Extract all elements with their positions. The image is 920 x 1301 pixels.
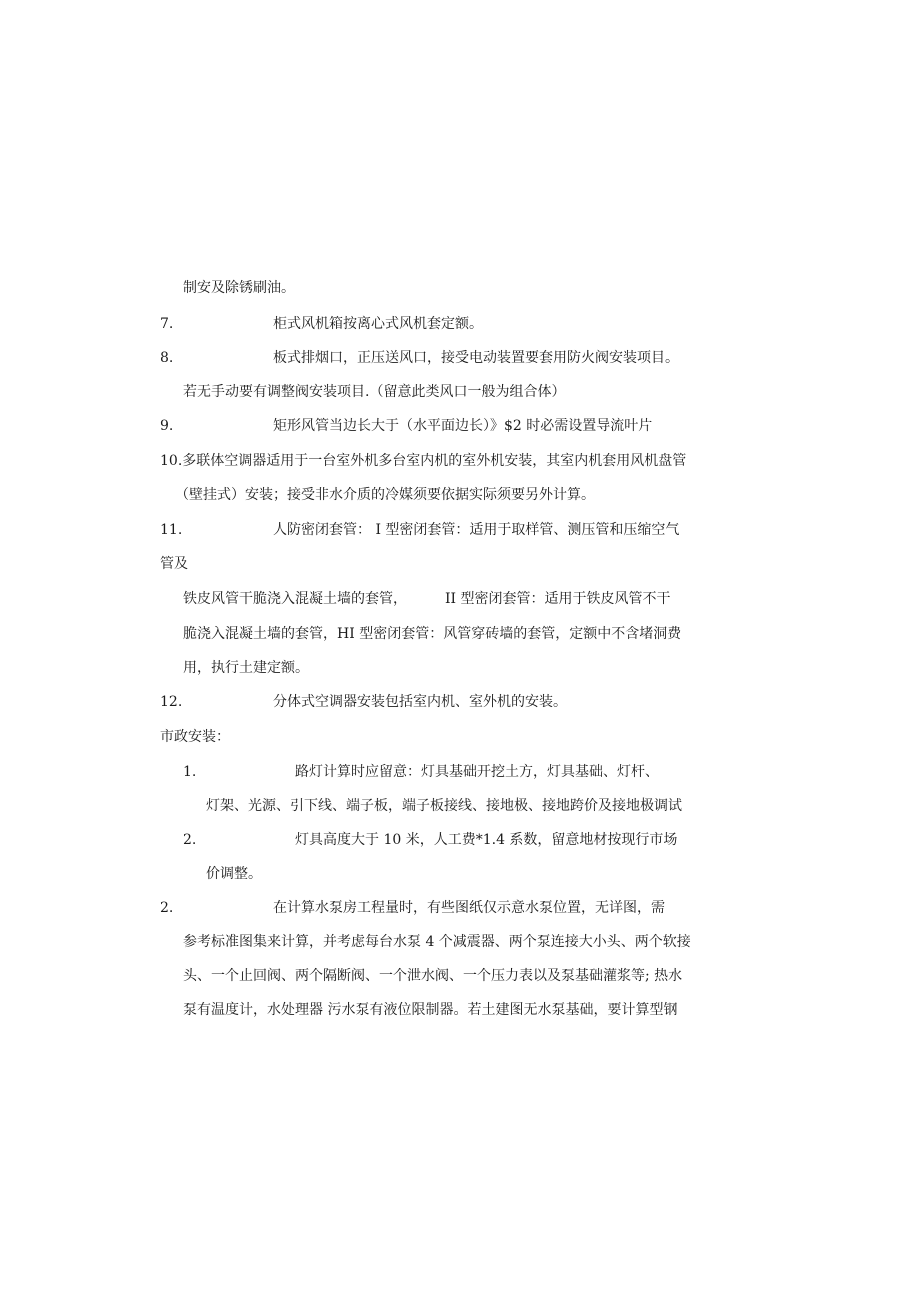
item-number: 7.: [160, 316, 174, 332]
text-line: 矩形风管当边长大于（水平面边长）》$2 时必需设置导流叶片: [273, 418, 653, 434]
text-line: 头、一个止回阀、两个隔断阀、一个泄水阀、一个压力表以及泵基础灌浆等; 热水: [183, 968, 683, 984]
text-line: 泵有温度计，水处理器 污水泵有液位限制器。若土建图无水泵基础，要计算型钢: [183, 1002, 678, 1018]
text-line: 用，执行土建定额。: [183, 660, 309, 676]
text-line: 10.多联体空调器适用于一台室外机多台室内机的室外机安装，其室内机套用风机盘管: [160, 453, 687, 469]
text-line: 管及: [160, 556, 188, 572]
item-number: 2.: [183, 832, 197, 848]
text-line: 在计算水泵房工程量时，有些图纸仅示意水泵位置，无详图，需: [273, 900, 665, 916]
item-number: 9.: [160, 418, 174, 434]
text-line: 分体式空调器安装包括室内机、室外机的安装。: [273, 694, 567, 710]
text-line: 板式排烟口，正压送风口，接受电动装置要套用防火阀安装项目。: [273, 350, 679, 366]
item-number: 1.: [183, 764, 197, 780]
text-line: 价调整。: [206, 866, 262, 882]
text-line: 铁皮风管干脆浇入混凝土墙的套管，: [183, 591, 407, 607]
text-line: 若无手动要有调整阀安装项目.（留意此类风口一般为组合体）: [183, 384, 566, 400]
text-line: 路灯计算时应留意：灯具基础开挖土方，灯具基础、灯杆、: [295, 764, 659, 780]
text-line: 脆浇入混凝土墙的套管，HI 型密闭套管：风管穿砖墙的套管，定额中不含堵洞费: [183, 626, 682, 642]
text-line: 柜式风机箱按离心式风机套定额。: [273, 316, 483, 332]
text-line: 灯架、光源、引下线、端子板，端子板接线、接地极、接地跨价及接地极调试: [206, 798, 682, 814]
text-line: （壁挂式）安装；接受非水介质的冷媒须要依据实际须要另外计算。: [175, 487, 595, 503]
item-number: 8.: [160, 350, 174, 366]
item-number: 12.: [160, 694, 183, 710]
text-line: 参考标准图集来计算，并考虑每台水泵 4 个减震器、两个泵连接大小头、两个软接: [183, 934, 691, 950]
text-line: 灯具高度大于 10 米，人工费*1.4 系数，留意地材按现行市场: [295, 832, 678, 848]
section-heading: 市政安装：: [160, 729, 230, 745]
item-number: 2.: [160, 900, 174, 916]
text-line: II 型密闭套管：适用于铁皮风管不干: [445, 591, 671, 607]
text-line: 人防密闭套管： I 型密闭套管：适用于取样管、测压管和压缩空气: [273, 522, 680, 538]
text-line: 制安及除锈刷油。: [183, 280, 295, 296]
item-number: 11.: [160, 522, 183, 538]
